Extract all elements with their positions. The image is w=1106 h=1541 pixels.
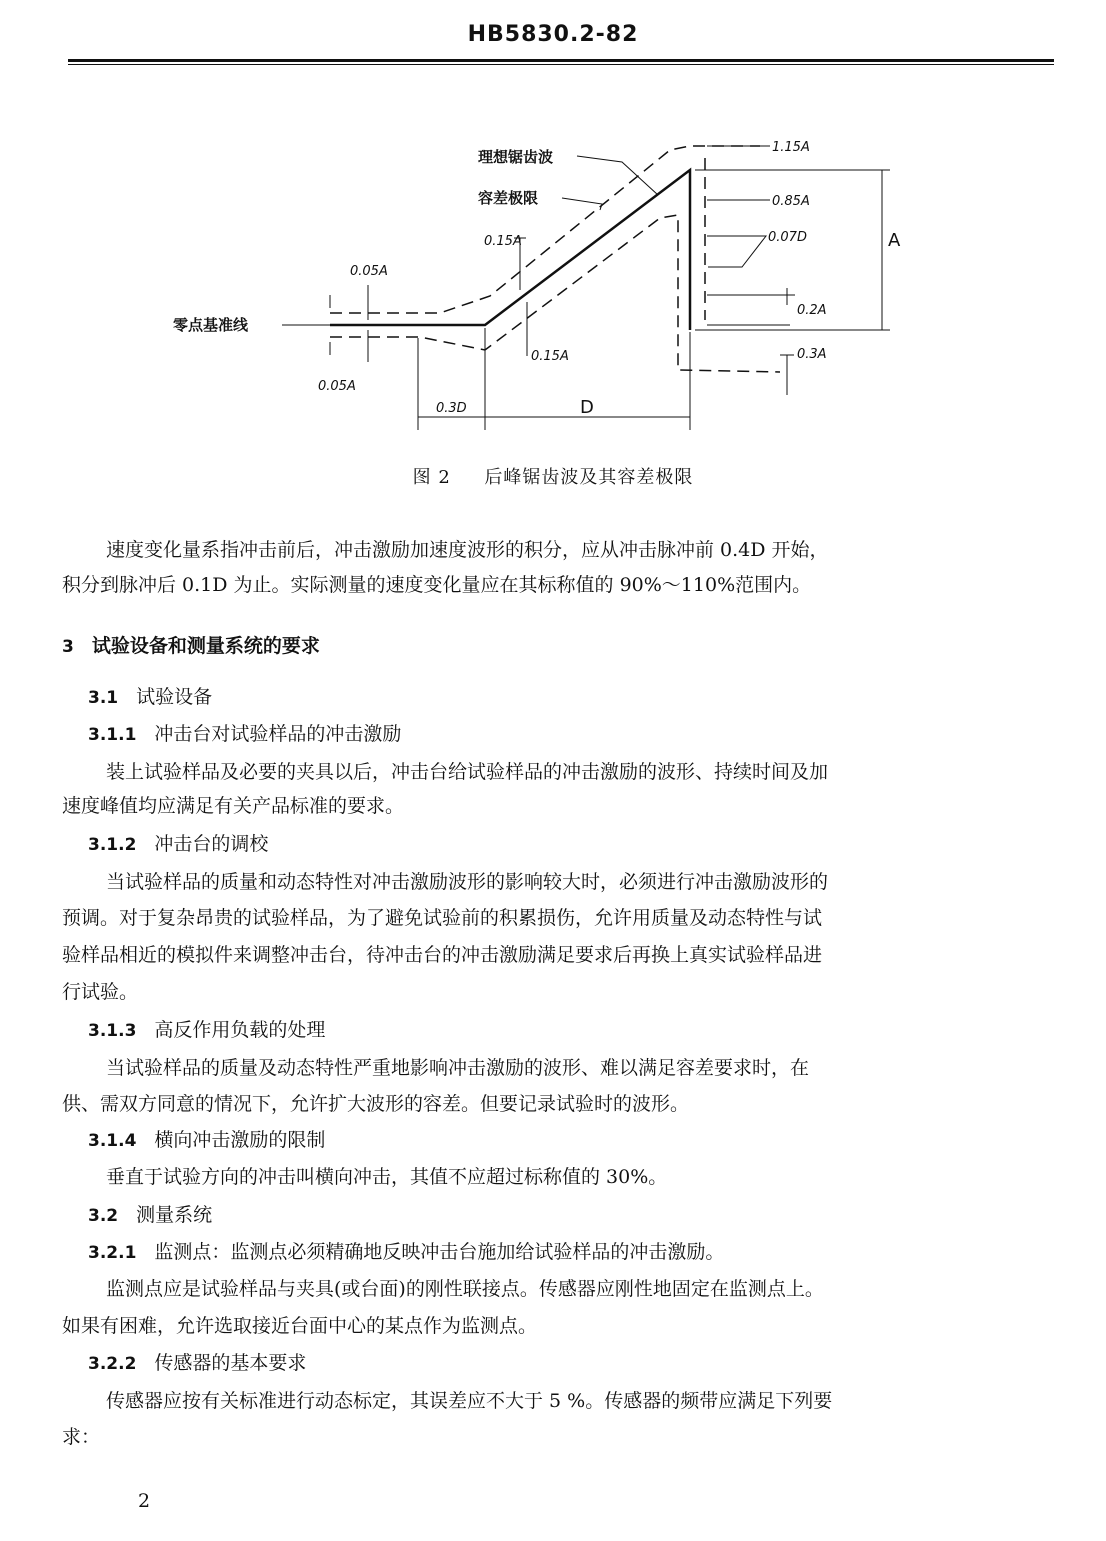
- figure-caption-number: 图 2: [412, 467, 451, 488]
- section-3-2-1-line-2: 如果有困难，允许选取接近台面中心的某点作为监测点。: [62, 1315, 538, 1337]
- section-number: 3.2.2: [88, 1354, 137, 1374]
- section-3-1-1-line-1: 装上试验样品及必要的夹具以后，冲击台给试验样品的冲击激励的波形、持续时间及加: [106, 761, 829, 783]
- section-3-2-1-heading: [88, 1243, 724, 1262]
- page-number: 2: [138, 1490, 151, 1512]
- section-3-2-2-line-1: 传感器应按有关标准进行动态标定，其误差应不大于 5 %。传感器的频带应满足下列要: [106, 1390, 833, 1412]
- section-number: 3.2.1: [88, 1243, 137, 1263]
- section-title: 传感器的基本要求: [154, 1352, 307, 1374]
- section-number: 3.1.3: [88, 1021, 137, 1041]
- figure-caption: [0, 463, 1106, 489]
- section-3-1-3-line-2: 供、需双方同意的情况下，允许扩大波形的容差。但要记录试验时的波形。: [62, 1093, 690, 1115]
- section-title: 冲击台对试验样品的冲击激励: [154, 723, 402, 745]
- section-3-2-2-line-2: 求：: [62, 1426, 101, 1448]
- section-title: 高反作用负载的处理: [154, 1019, 326, 1041]
- label-0-15a-upper: 0.15A: [484, 234, 522, 249]
- section-3-2-2-heading: [88, 1354, 306, 1373]
- section-3-heading: [62, 637, 320, 656]
- label-0-85a: 0.85A: [772, 194, 810, 209]
- section-3-1-2-line-3: 验样品相近的模拟件来调整冲击台，待冲击台的冲击激励满足要求后再换上真实试验样品进: [62, 944, 823, 966]
- section-title: 试验设备和测量系统的要求: [91, 635, 320, 657]
- section-title: 冲击台的调校: [154, 833, 269, 855]
- section-title: 试验设备: [136, 686, 213, 708]
- section-3-1-1-heading: [88, 725, 401, 744]
- ideal-sawtooth-label: 理想锯齿波: [478, 148, 554, 166]
- section-3-1-4-heading: [88, 1131, 325, 1150]
- sawtooth-tolerance-figure: [0, 120, 1106, 440]
- label-0-3a: 0.3A: [797, 347, 827, 362]
- velocity-paragraph-line-2: 积分到脉冲后 0.1D 为止。实际测量的速度变化量应在其标称值的 90%～110%范围内。: [62, 574, 812, 596]
- section-3-1-1-line-2: 速度峰值均应满足有关产品标准的要求。: [62, 795, 405, 817]
- header-rule: [68, 59, 1054, 62]
- label-a: A: [888, 230, 901, 251]
- section-3-1-2-line-1: 当试验样品的质量和动态特性对冲击激励波形的影响较大时，必须进行冲击激励波形的: [106, 871, 829, 893]
- label-0-2a: 0.2A: [797, 303, 827, 318]
- tolerance-limit-label: 容差极限: [478, 189, 539, 207]
- section-3-1-heading: [88, 688, 212, 707]
- velocity-paragraph-line-1: 速度变化量系指冲击前后，冲击激励加速度波形的积分，应从冲击脉冲前 0.4D 开始，: [106, 539, 829, 561]
- section-3-1-3-line-1: 当试验样品的质量及动态特性严重地影响冲击激励的波形、难以满足容差要求时，在: [106, 1057, 810, 1079]
- section-number: 3.1.4: [88, 1131, 137, 1151]
- label-0-07d: 0.07D: [768, 230, 807, 245]
- section-3-1-2-line-2: 预调。对于复杂昂贵的试验样品，为了避免试验前的积累损伤，允许用质量及动态特性与试: [62, 907, 823, 929]
- section-3-1-2-line-4: 行试验。: [62, 981, 139, 1003]
- zero-baseline-label: 零点基准线: [173, 316, 249, 334]
- label-0-3d: 0.3D: [436, 401, 467, 416]
- label-1-15a: 1.15A: [772, 140, 810, 155]
- document-number-header: HB5830.2-82: [467, 22, 639, 47]
- label-d: D: [580, 397, 594, 418]
- section-title: 测量系统: [136, 1204, 213, 1226]
- section-number: 3.1: [88, 688, 119, 708]
- section-number: 3.2: [88, 1206, 119, 1226]
- section-title: 横向冲击激励的限制: [154, 1129, 326, 1151]
- figure-caption-text: 后峰锯齿波及其容差极限: [484, 467, 694, 488]
- upper-tolerance-limit: [330, 146, 760, 313]
- section-3-2-1-line-1: 监测点应是试验样品与夹具(或台面)的刚性联接点。传感器应刚性地固定在监测点上。: [106, 1278, 824, 1300]
- section-number: 3.1.1: [88, 725, 137, 745]
- label-0-15a-lower: 0.15A: [531, 349, 569, 364]
- label-0-05a-upper: 0.05A: [350, 264, 388, 279]
- header-rule-thin: [68, 64, 1054, 65]
- section-3-2-heading: [88, 1206, 212, 1225]
- section-3-1-2-heading: [88, 835, 268, 854]
- section-3-1-3-heading: [88, 1021, 325, 1040]
- section-3-1-4-line-1: 垂直于试验方向的冲击叫横向冲击，其值不应超过标称值的 30%。: [106, 1166, 668, 1188]
- section-number: 3: [62, 637, 74, 657]
- label-0-05a-lower: 0.05A: [318, 379, 356, 394]
- section-title: 监测点：监测点必须精确地反映冲击台施加给试验样品的冲击激励。: [154, 1241, 725, 1263]
- section-number: 3.1.2: [88, 835, 137, 855]
